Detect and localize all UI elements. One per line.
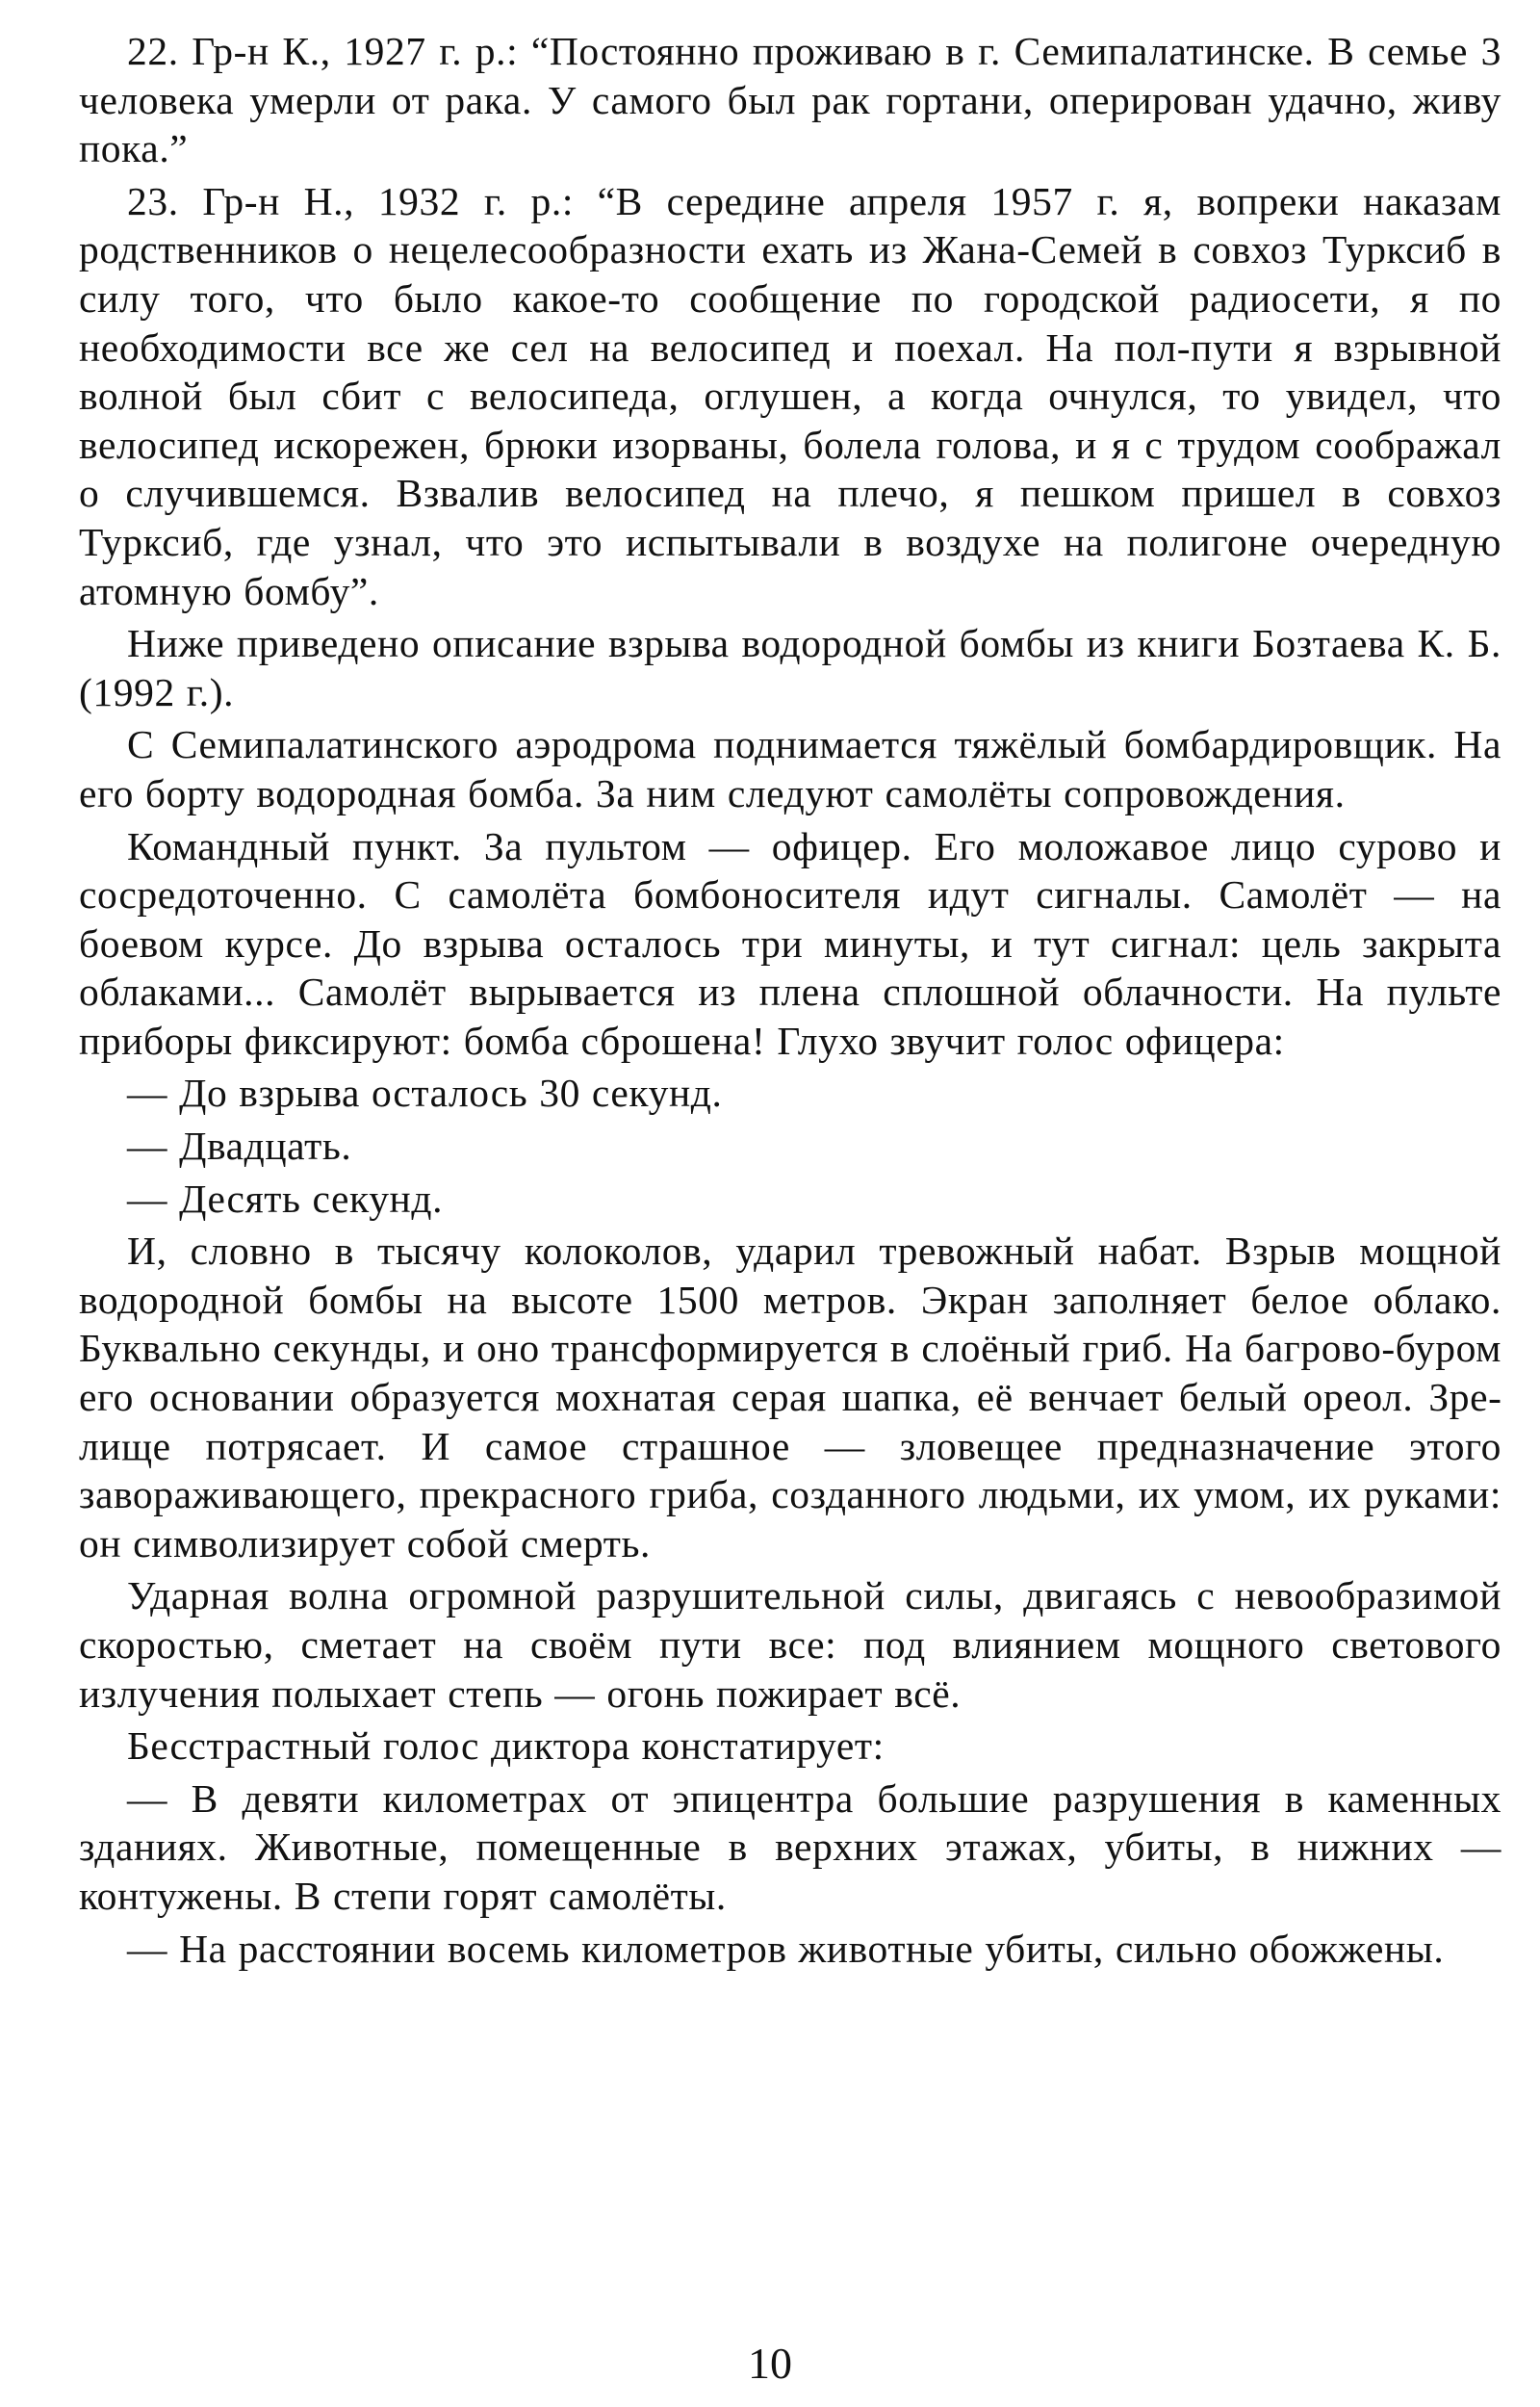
paragraph-testimony-22: 22. Гр-н К., 1927 г. р.: “Постоянно проживаю в г. Семипалатинске. В семье 3 человека умерли от рака. У самого был рак гортани, оперирован удачно, живу пока.” xyxy=(79,29,1502,171)
paragraph-announcer: Бесстрастный голос диктора констатирует: xyxy=(127,1723,885,1769)
paragraph-shock-wave: Ударная волна огромной разрушительной силы, двигаясь с невообразимой скоростью, сметает на своём пути все: под влиянием мощного светового излучения полыхает степь — огонь пожирает всё. xyxy=(79,1573,1502,1716)
page-text-body xyxy=(79,27,1502,1973)
paragraph-countdown-10: — Десять секунд. xyxy=(127,1176,444,1221)
paragraph-command-post: Командный пункт. За пультом — офицер. Его моложавое лицо сурово и сосредоточенно. С самолёта бомбоносителя идут сигналы. Самолёт — на боевом курсе. До взрыва осталось три минуты, и тут сигнал: цель закрыта облаками... Самолёт вырывается из плена сплошной облачности. На пульте приборы фиксируют: бомба сброшена! Глухо звучит голос офицера: xyxy=(79,823,1502,1063)
paragraph-eight-km: — На расстоянии восемь километров животные убиты, сильно обожжены. xyxy=(127,1926,1445,1971)
paragraph-countdown-20: — Двадцать. xyxy=(127,1124,352,1169)
page-number: 10 xyxy=(748,2339,792,2388)
paragraph-bomber-takeoff: С Семипалатинского аэродрома поднимается тяжёлый бомбардировщик. На его борту водородная бомба. За ним следуют самолёты сопровождения. xyxy=(79,722,1502,815)
paragraph-explosion: И, словно в тысячу колоколов, ударил тревожный набат. Взрыв мощной водородной бомбы на высоте 1500 метров. Экран заполняет белое облако. Буквально секунды, и оно трансформируется в слоёный гриб. На багрово-буром его основании образуется мохнатая серая шапка, её венчает белый ореол. Зрелище потрясает. И самое страшное — зловещее предназначение этого завораживающего, прекрасного гриба, созданного людьми, их умом, их руками: он символизирует собой смерть. xyxy=(79,1229,1502,1566)
paragraph-nine-km: — В девяти километрах от эпицентра большие разрушения в каменных зданиях. Животные, помещенные в верхних этажах, убиты, в нижних — контужены. В степи горят самолёты. xyxy=(79,1775,1502,1918)
paragraph-countdown-30: — До взрыва осталось 30 секунд. xyxy=(127,1071,723,1116)
paragraph-testimony-23: 23. Гр-н Н., 1932 г. р.: “В середине апреля 1957 г. я, вопреки наказам родственников о нецелесообразности ехать из Жана-Семей в совхоз Турксиб в силу того, что было какое-то сообщение по городской радиосети, я по необходимости все же сел на велосипед и поехал. На пол-пути я взрывной волной был сбит с велосипеда, оглушен, а когда очнулся, то увидел, что велосипед искорежен, брюки изорваны, болела голова, и я с трудом соображал о случившемся. Взвалив велосипед на плечо, я пешком пришел в совхоз Турксиб, где узнал, что это испытывали в воздухе на полигоне очередную атомную бомбу”. xyxy=(79,178,1502,613)
paragraph-book-intro: Ниже приведено описание взрыва водородной бомбы из книги Бозтаева К. Б. (1992 г.). xyxy=(79,621,1502,714)
